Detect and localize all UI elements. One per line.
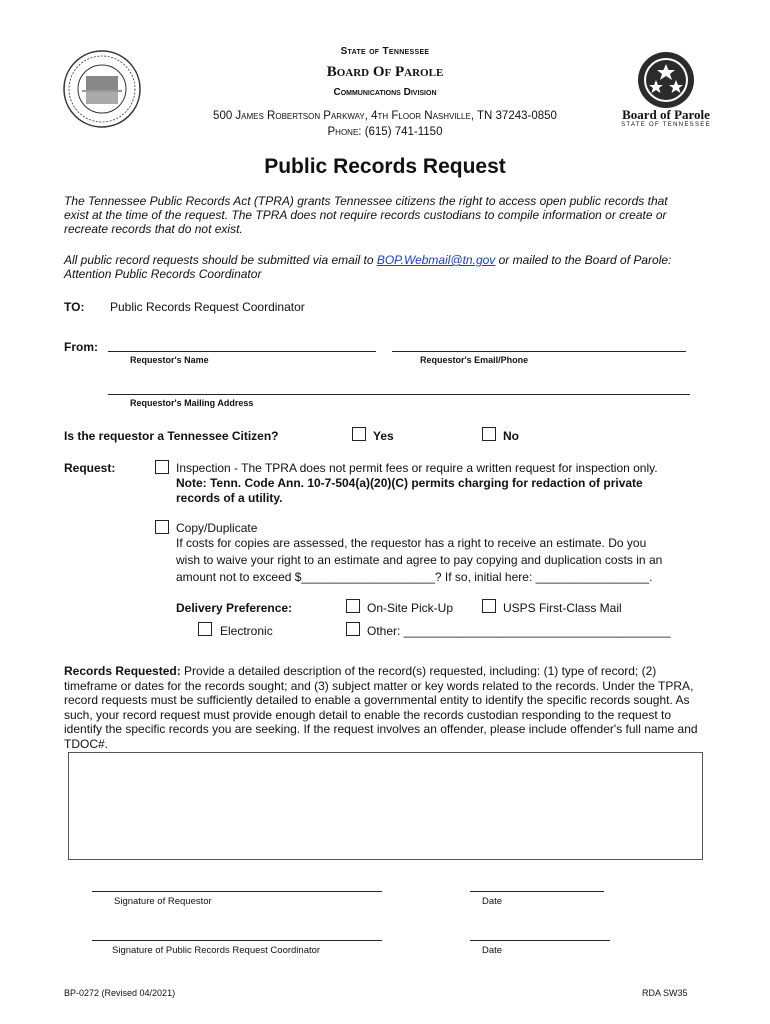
copy-estimate-line-3: amount not to exceed $____________________? If so, initial here: _________________. [176,570,653,584]
usps-label: USPS First-Class Mail [503,601,622,615]
requestor-signature-label: Signature of Requestor [114,896,212,907]
citizen-yes-label: Yes [373,429,394,443]
electronic-checkbox[interactable] [198,622,212,636]
requestor-address-field[interactable] [108,394,690,395]
board-heading: Board Of Parole [326,64,444,80]
email-link[interactable]: BOP.Webmail@tn.gov [376,253,496,267]
onsite-checkbox[interactable] [346,599,360,613]
phone-line: Phone: (615) 741-1150 [327,126,443,138]
coordinator-date-label: Date [482,945,503,956]
requestor-name-field[interactable] [108,351,376,352]
citizen-no-label: No [503,429,519,443]
form-id: BP-0272 (Revised 04/2021) [64,988,176,998]
records-requested-paragraph [64,664,704,751]
requestor-contact-field[interactable] [392,351,686,352]
address-line: 500 James Robertson Parkway, 4th Floor Nashville, TN 37243-0850 [213,110,557,122]
submission-text-start: All public record requests should be submitted via email to [64,253,377,267]
requestor-address-label: Requestor's Mailing Address [130,398,254,408]
requestor-date-field[interactable] [470,891,604,892]
citizen-question: Is the requestor a Tennessee Citizen? [64,429,279,443]
copy-duplicate-checkbox[interactable] [155,520,169,534]
records-description-box[interactable] [68,752,703,860]
inspection-text: Inspection - The TPRA does not permit fees or require a written request for inspection only. [176,461,658,475]
copy-duplicate-label: Copy/Duplicate [176,521,258,535]
records-requested-text: Provide a detailed description of the record(s) requested, including: (1) type of record; (2) timeframe or dates for the records sought; and (3) subject matter or key words related to the records. Under the TPRA, record requests must be sufficiently detailed to enable a governmental entity to identify the specific records sought. As such, your record request must provide enough detail to enable the records custodian responding to the request to identify the specific records you are seeking. If the request involves an offender, please include offender's full name and TDOC#. [64,664,698,751]
inspection-note: Note: Tenn. Code Ann. 10-7-504(a)(20)(C) permits charging for redaction of private records of a utility. [176,476,643,505]
citizen-yes-checkbox[interactable] [352,427,366,441]
coordinator-date-field[interactable] [470,940,610,941]
state-heading: State of Tennessee [340,46,430,57]
records-requested-label: Records Requested: [64,664,181,678]
submission-paragraph [64,253,694,281]
inspection-checkbox[interactable] [155,460,169,474]
copy-estimate-line-1: If costs for copies are assessed, the requestor has a right to receive an estimate. Do you [176,536,647,550]
onsite-label: On-Site Pick-Up [367,601,454,615]
other-label: Other: ________________________________________ [367,624,671,638]
logo-text: Board of Parole [622,107,710,122]
other-checkbox[interactable] [346,622,360,636]
delivery-label: Delivery Preference: [176,601,293,615]
rda-code: RDA SW35 [642,988,688,998]
electronic-label: Electronic [220,624,273,638]
page-title: Public Records Request [264,155,506,178]
submission-text-end: or mailed to the Board of Parole: Attention Public Records Coordinator [64,253,672,281]
from-label: From: [64,340,98,354]
citizen-no-checkbox[interactable] [482,427,496,441]
coordinator-signature-field[interactable] [92,940,382,941]
logo-subtext: STATE OF TENNESSEE [621,122,711,128]
division-heading: Communications Division [333,87,437,98]
usps-checkbox[interactable] [482,599,496,613]
requestor-name-label: Requestor's Name [130,355,209,365]
intro-paragraph: The Tennessee Public Records Act (TPRA) grants Tennessee citizens the right to access open public records that exist at the time of the request. The TPRA does not require records custodians to compile information or create or recreate records that do not exist. [64,194,668,236]
to-value: Public Records Request Coordinator [110,300,305,314]
requestor-signature-field[interactable] [92,891,382,892]
coordinator-signature-label: Signature of Public Records Request Coordinator [112,945,321,956]
copy-estimate-line-2: wish to waive your right to an estimate and agree to pay copying and duplication costs in an [176,553,663,567]
requestor-contact-label: Requestor's Email/Phone [420,355,529,365]
requestor-date-label: Date [482,896,503,907]
request-label: Request: [64,461,116,475]
to-label: TO: [64,300,85,314]
